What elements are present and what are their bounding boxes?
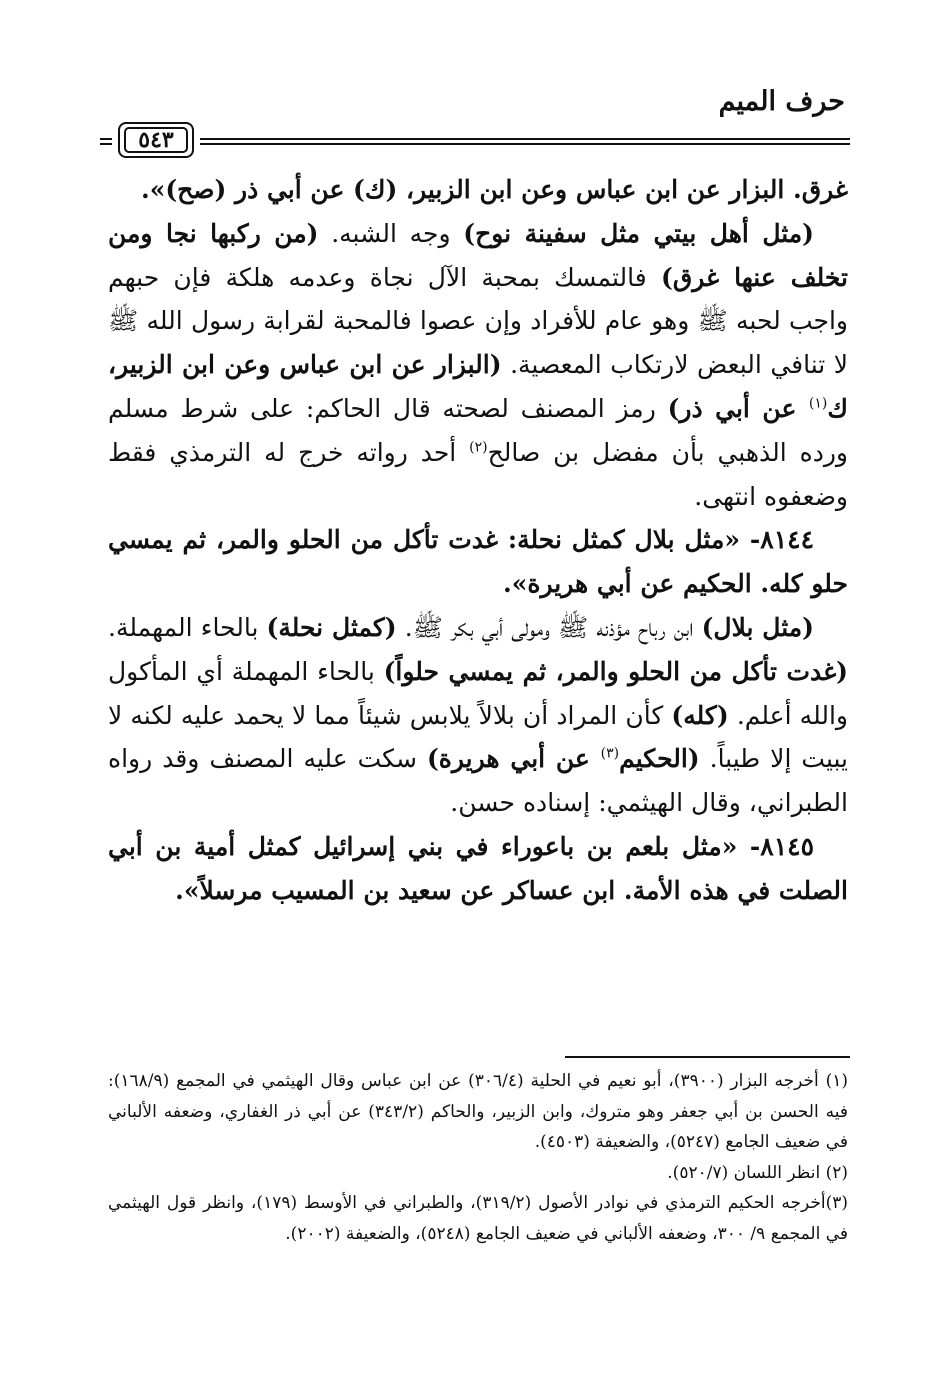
footnote-separator bbox=[565, 1056, 850, 1058]
paragraph-2 bbox=[108, 212, 848, 519]
paragraph-4 bbox=[108, 606, 848, 825]
quote-text: (مثل بلال) bbox=[701, 612, 814, 642]
quote-text: (مثل أهل بيتي مثل سفينة نوح) bbox=[463, 218, 815, 248]
commentary-text: فالتمسك بمحبة الآل نجاة وعدمه هلكة فإن حبهم واجب لحبه ﷺ وهو عام للأفراد وإن عصوا فالمحبة لقرابة رسول الله ﷺ لا تنافي البعض لارتكاب المعصية. bbox=[108, 262, 849, 380]
running-title: حرف الميم bbox=[718, 86, 845, 117]
commentary-text: سكت عليه المصنف وقد رواه الطبراني، وقال الهيثمي: إسناده حسن. bbox=[108, 744, 848, 818]
commentary-text: رمز المصنف لصحته قال الحاكم: على شرط مسلم ورده الذهبي بأن مفضل بن صالح bbox=[108, 393, 848, 467]
main-text bbox=[108, 168, 848, 913]
footnote-ref[interactable]: (٣) bbox=[600, 746, 620, 763]
commentary-text: وجه الشبه. bbox=[318, 218, 464, 248]
quote-text: (غدت تأكل من الحلو والمر، ثم يمسي حلواً) bbox=[383, 656, 848, 686]
quote-text: (كله) bbox=[671, 700, 729, 730]
paragraph-1: غرق. البزار عن ابن عباس وعن ابن الزبير، (ك) عن أبي ذر (صح)». bbox=[141, 175, 848, 204]
quote-text: (من ركبها نجا ومن تخلف عنها غرق) bbox=[108, 218, 849, 292]
footnote-3: (٣)أخرجه الحكيم الترمذي في نوادر الأصول (٣١٩/٢)، والطبراني في الأوسط (١٧٩)، وانظر قول الهيثمي في المجمع ٩/ ٣٠٠، وضعفه الألباني في ضعيف الجامع (٥٢٤٨)، والضعيفة (٢٠٠٢). bbox=[108, 1193, 848, 1244]
rule-line-top bbox=[200, 138, 850, 140]
header-rule bbox=[100, 118, 850, 158]
quote-text: عن أبي هريرة) bbox=[426, 744, 601, 774]
footnote-ref[interactable]: (١) bbox=[808, 395, 828, 412]
quote-text: (البزار عن ابن عباس وعن ابن الزبير، ك bbox=[108, 350, 848, 423]
quote-text: عن أبي ذر) bbox=[667, 393, 809, 423]
rule-line-bottom bbox=[200, 143, 850, 145]
rule-tick bbox=[100, 143, 112, 145]
commentary-text: بالحاء المهملة. bbox=[108, 612, 267, 642]
page-number: ٥٤٣ bbox=[124, 127, 188, 153]
hadith-8145: ٨١٤٥- «مثل بلعم بن باعوراء في بني إسرائيل كمثل أمية بن أبي الصلت في هذه الأمة. ابن عساكر عن سعيد بن المسيب مرسلاً». bbox=[108, 831, 848, 905]
quote-text: (كمثل نحلة) bbox=[266, 612, 397, 642]
rule-tick bbox=[100, 138, 112, 140]
commentary-text: كأن المراد أن بلالاً يلابس شيئاً مما لا يحمد عليه لكنه لا يبيت إلا طيباً. bbox=[108, 700, 848, 774]
commentary-text: أحد رواته خرج له الترمذي فقط وضعفوه انتهى. bbox=[108, 437, 848, 511]
commentary-text: بالحاء المهملة أي المأكول والله أعلم. bbox=[108, 656, 848, 730]
quote-text: (الحكيم bbox=[619, 744, 700, 774]
page-number-frame bbox=[118, 122, 194, 158]
footnotes bbox=[108, 1066, 848, 1249]
hadith-8144: ٨١٤٤- «مثل بلال كمثل نحلة: غدت تأكل من الحلو والمر، ثم يمسي حلو كله. الحكيم عن أبي هريرة». bbox=[108, 525, 848, 599]
footnote-ref[interactable]: (٢) bbox=[469, 439, 488, 456]
commentary-text: ابن رباح مؤذنه ﷺ ومولى أبي بكر ﷺ. bbox=[396, 612, 702, 642]
footnote-2: (٢) انظر اللسان (٥٢٠/٧). bbox=[667, 1162, 848, 1183]
footnote-1: (١) أخرجه البزار (٣٩٠٠)، أبو نعيم في الحلية (٣٠٦/٤) عن ابن عباس وقال الهيثمي في المجمع (١٦٨/٩): فيه الحسن بن أبي جعفر وهو متروك، وابن الزبير، والحاكم (٣٤٣/٢) عن أبي ذر الغفاري، وضعفه الألباني في ضعيف الجامع (٥٢٤٧)، والضعيفة (٤٥٠٣). bbox=[108, 1071, 848, 1152]
